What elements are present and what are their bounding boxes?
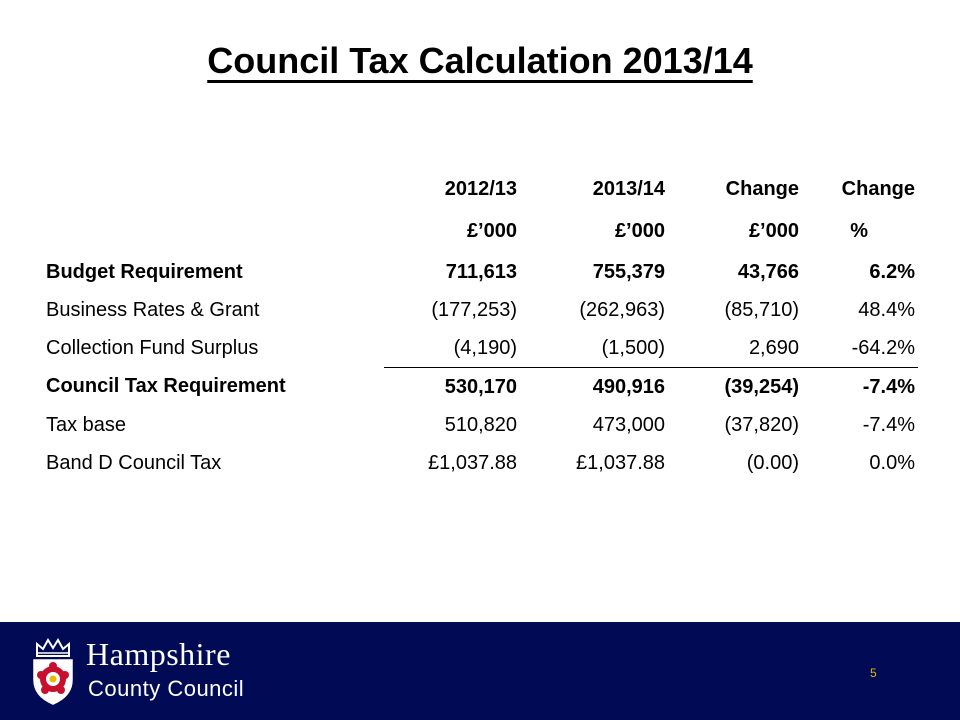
value-cell: 711,613 — [445, 260, 517, 283]
table-row — [38, 329, 918, 368]
council-tax-table — [38, 169, 918, 482]
table-units-row — [38, 209, 918, 253]
unit-cell: £’000 — [466, 219, 517, 242]
value-cell: (177,253) — [431, 298, 517, 321]
value-cell: 6.2% — [869, 260, 915, 283]
page-title — [0, 40, 960, 82]
table-row — [38, 253, 918, 291]
value-cell: (37,820) — [724, 413, 799, 436]
row-label: Tax base — [46, 413, 127, 436]
unit-cell: % — [850, 219, 868, 242]
row-label: Budget Requirement — [46, 260, 243, 283]
value-cell: (39,254) — [724, 375, 799, 398]
value-cell: 2,690 — [668, 329, 802, 368]
value-cell: (262,963) — [579, 298, 665, 321]
unit-cell — [38, 209, 384, 253]
value-cell: 530,170 — [444, 375, 517, 398]
brand-name: Hampshire — [86, 636, 231, 672]
value-cell: (4,190) — [384, 329, 520, 368]
row-label: Band D Council Tax — [46, 451, 222, 474]
table-row — [38, 291, 918, 329]
page-number: 5 — [870, 666, 877, 680]
table-row — [38, 406, 918, 444]
unit-cell: £’000 — [748, 219, 799, 242]
row-label: Council Tax Requirement — [46, 375, 286, 398]
value-cell: 0.0% — [869, 451, 915, 474]
value-cell: £1,037.88 — [576, 451, 665, 474]
hampshire-rose-crown-crest-icon — [28, 636, 78, 708]
unit-cell: £’000 — [614, 219, 665, 242]
value-cell: 755,379 — [592, 260, 665, 283]
row-label: Business Rates & Grant — [46, 298, 260, 321]
header-cell — [38, 169, 384, 209]
header-cell: 2012/13 — [444, 177, 517, 200]
value-cell: 490,916 — [592, 375, 665, 398]
table-row — [38, 368, 918, 407]
value-cell: 43,766 — [737, 260, 799, 283]
value-cell: -64.2% — [802, 329, 918, 368]
header-cell: 2013/14 — [592, 177, 665, 200]
table-row — [38, 444, 918, 482]
table-header-row — [38, 169, 918, 209]
header-cell: Change — [841, 177, 915, 200]
page-title-text: Council Tax Calculation 2013/14 — [207, 40, 753, 81]
brand-subtitle: County Council — [88, 676, 245, 701]
value-cell: (0.00) — [746, 451, 799, 474]
value-cell: £1,037.88 — [428, 451, 517, 474]
value-cell: (85,710) — [724, 298, 799, 321]
value-cell: (1,500) — [520, 329, 668, 368]
value-cell: -7.4% — [862, 375, 915, 398]
value-cell: 510,820 — [444, 413, 517, 436]
value-cell: 48.4% — [858, 298, 915, 321]
footer-bar — [0, 622, 960, 720]
header-cell: Change — [725, 177, 799, 200]
value-cell: -7.4% — [862, 413, 915, 436]
value-cell: 473,000 — [592, 413, 665, 436]
row-label: Collection Fund Surplus — [46, 336, 259, 359]
